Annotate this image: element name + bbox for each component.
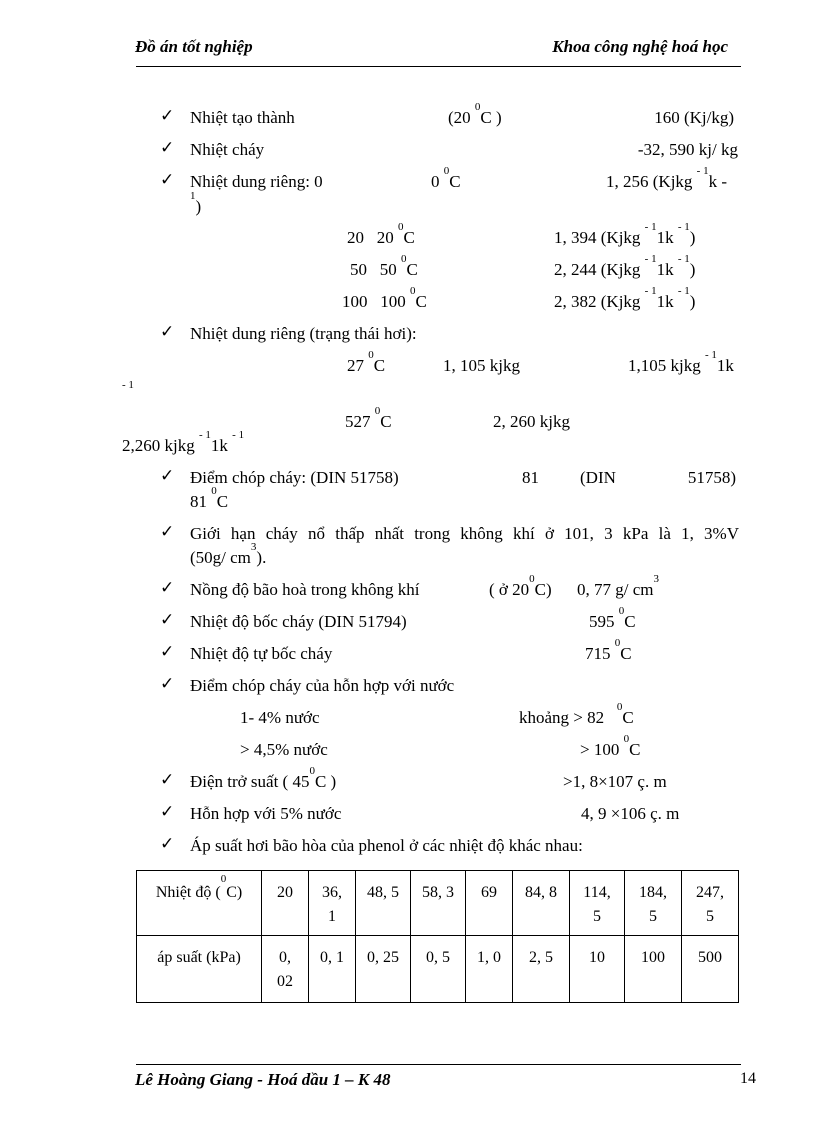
autoignition-value: 715 $^0$C <box>585 637 632 663</box>
mixture-flash-row-name: 1- 4% nước <box>240 708 320 727</box>
specific-heat-row-value: 1, 394 (Kjkg $^{- 1}$1k $^{- 1}$) <box>554 221 696 247</box>
mixture-flash-row-name: > 4,5% nước <box>240 740 328 759</box>
flash-point-std: (DIN <box>580 468 616 487</box>
table-header-cell: áp suất (kPa) <box>137 936 262 1003</box>
vapor-heat-temp: 27 $^0$C <box>347 349 386 375</box>
table-cell: 1, 0 <box>466 936 513 1003</box>
specific-heat-row-value: 2, 244 (Kjkg $^{- 1}$1k $^{- 1}$) <box>554 253 696 279</box>
saturation-value: 0, 77 g/ $cm^3$ <box>577 573 659 599</box>
vapor-heat-value: 2, 260 kjkg <box>493 412 570 431</box>
table-cell: 0, 1 <box>309 936 356 1003</box>
mixture-flash-row-value: khoảng > 82 $^0$C <box>519 701 634 727</box>
saturation-label: Nồng độ bão hoà trong không khí <box>190 580 420 599</box>
resistivity-value: >1, 8×107 ç. m <box>563 772 667 791</box>
table-row <box>137 871 739 936</box>
check-icon: ✓ <box>160 674 175 694</box>
check-icon: ✓ <box>160 578 175 598</box>
autoignition-label: Nhiệt độ tự bốc cháy <box>190 644 333 663</box>
table-cell: 247, 5 <box>682 871 739 936</box>
mixture-water-value: 4, 9 ×106 ç. m <box>581 804 680 823</box>
table-cell: 184, 5 <box>625 871 682 936</box>
table-cell: 10 <box>570 936 625 1003</box>
table-cell: 2, 5 <box>513 936 570 1003</box>
specific-heat-temp: 0 $^0$C <box>431 165 461 191</box>
table-cell: 114, 5 <box>570 871 625 936</box>
check-icon: ✓ <box>160 322 175 342</box>
vapor-heat-value-alt: 2,260 kjkg $^{- 1}$1k $^{- 1}$ <box>122 429 245 455</box>
mixture-flash-row-value: > 100 $^0$C <box>580 733 641 759</box>
table-cell: 48, 5 <box>356 871 411 936</box>
heat-formation-label: Nhiệt tạo thành <box>190 108 295 127</box>
specific-heat-value-cont: $^1$) <box>190 190 202 216</box>
check-icon: ✓ <box>160 834 175 854</box>
specific-heat-row-temp: 100 100 $^0$C <box>342 285 427 311</box>
specific-heat-row-temp: 20 20 $^0$C <box>347 221 415 247</box>
table-cell: 500 <box>682 936 739 1003</box>
specific-heat-label: Nhiệt dung riêng: 0 <box>190 172 323 191</box>
table-header-cell: Nhiệt độ ($^0$C) <box>137 871 262 936</box>
flash-point-std-num: 51758) <box>687 468 736 487</box>
check-icon: ✓ <box>160 642 175 662</box>
check-icon: ✓ <box>160 170 175 190</box>
resistivity-label: Điện trở suất ( $45^0C$ ) <box>190 765 337 791</box>
explosion-limit-line2: (50g/ $cm^3$). <box>190 541 267 567</box>
specific-heat-row-temp: 50 50 $^0$C <box>350 253 418 279</box>
footer-rule <box>136 1064 741 1065</box>
header-right: Khoa công nghệ hoá học <box>552 37 728 56</box>
check-icon: ✓ <box>160 466 175 486</box>
vapor-heat-temp: 527 $^0$C <box>345 405 392 431</box>
vapor-pressure-label: Áp suất hơi bão hòa của phenol ở các nhiệt độ khác nhau: <box>190 836 583 855</box>
heat-formation-value: 160 (Kj/kg) <box>654 108 734 127</box>
table-row <box>137 936 739 1003</box>
specific-heat-row-value: 2, 382 (Kjkg $^{- 1}$1k $^{- 1}$) <box>554 285 696 311</box>
explosion-limit-line1: Giới hạn cháy nổ thấp nhất trong không khí ở 101, 3 kPa là 1, 3%V <box>190 524 739 543</box>
table-cell: 0, 5 <box>411 936 466 1003</box>
header-rule <box>136 66 741 67</box>
flash-point-cont: 81 $^0$C <box>190 485 229 511</box>
vapor-pressure-table <box>136 870 739 1003</box>
table-cell: 20 <box>262 871 309 936</box>
specific-heat-value: 1, 256 (Kjkg $^{- 1}$k - <box>606 165 728 191</box>
vapor-heat-label: Nhiệt dung riêng (trạng thái hơi): <box>190 324 417 343</box>
check-icon: ✓ <box>160 770 175 790</box>
heat-combustion-value: -32, 590 kj/ kg <box>637 140 738 159</box>
table-cell: 100 <box>625 936 682 1003</box>
check-icon: ✓ <box>160 522 175 542</box>
page-number: 14 <box>740 1070 756 1087</box>
table-cell: 0, 02 <box>262 936 309 1003</box>
heat-combustion-label: Nhiệt cháy <box>190 140 265 159</box>
saturation-cond: ( ở $20^0C$) <box>489 573 552 599</box>
table-cell: 58, 3 <box>411 871 466 936</box>
mixture-water-label: Hỗn hợp với 5% nước <box>190 804 342 823</box>
ignition-value: 595 $^0$C <box>589 605 636 631</box>
footer-author: Lê Hoàng Giang - Hoá dầu 1 – K 48 <box>135 1070 391 1089</box>
flash-point-label: Điểm chóp cháy: (DIN 51758) <box>190 468 399 487</box>
table-cell: 36, 1 <box>309 871 356 936</box>
check-icon: ✓ <box>160 802 175 822</box>
table-cell: 0, 25 <box>356 936 411 1003</box>
ignition-label: Nhiệt độ bốc cháy (DIN 51794) <box>190 612 407 631</box>
heat-formation-cond: (20 $^0$C ) <box>448 101 502 127</box>
header-left: Đồ án tốt nghiệp <box>135 37 253 56</box>
check-icon: ✓ <box>160 610 175 630</box>
vapor-heat-cont: - 1 <box>122 379 134 391</box>
table-cell: 69 <box>466 871 513 936</box>
vapor-heat-value-alt: 1,105 kjkg $^{- 1}$1k <box>628 349 734 375</box>
flash-point-value: 81 <box>522 468 539 487</box>
check-icon: ✓ <box>160 138 175 158</box>
table-cell: 84, 8 <box>513 871 570 936</box>
mixture-flash-label: Điểm chóp cháy của hỗn hợp với nước <box>190 676 455 695</box>
check-icon: ✓ <box>160 106 175 126</box>
vapor-heat-value: 1, 105 kjkg <box>443 356 520 375</box>
